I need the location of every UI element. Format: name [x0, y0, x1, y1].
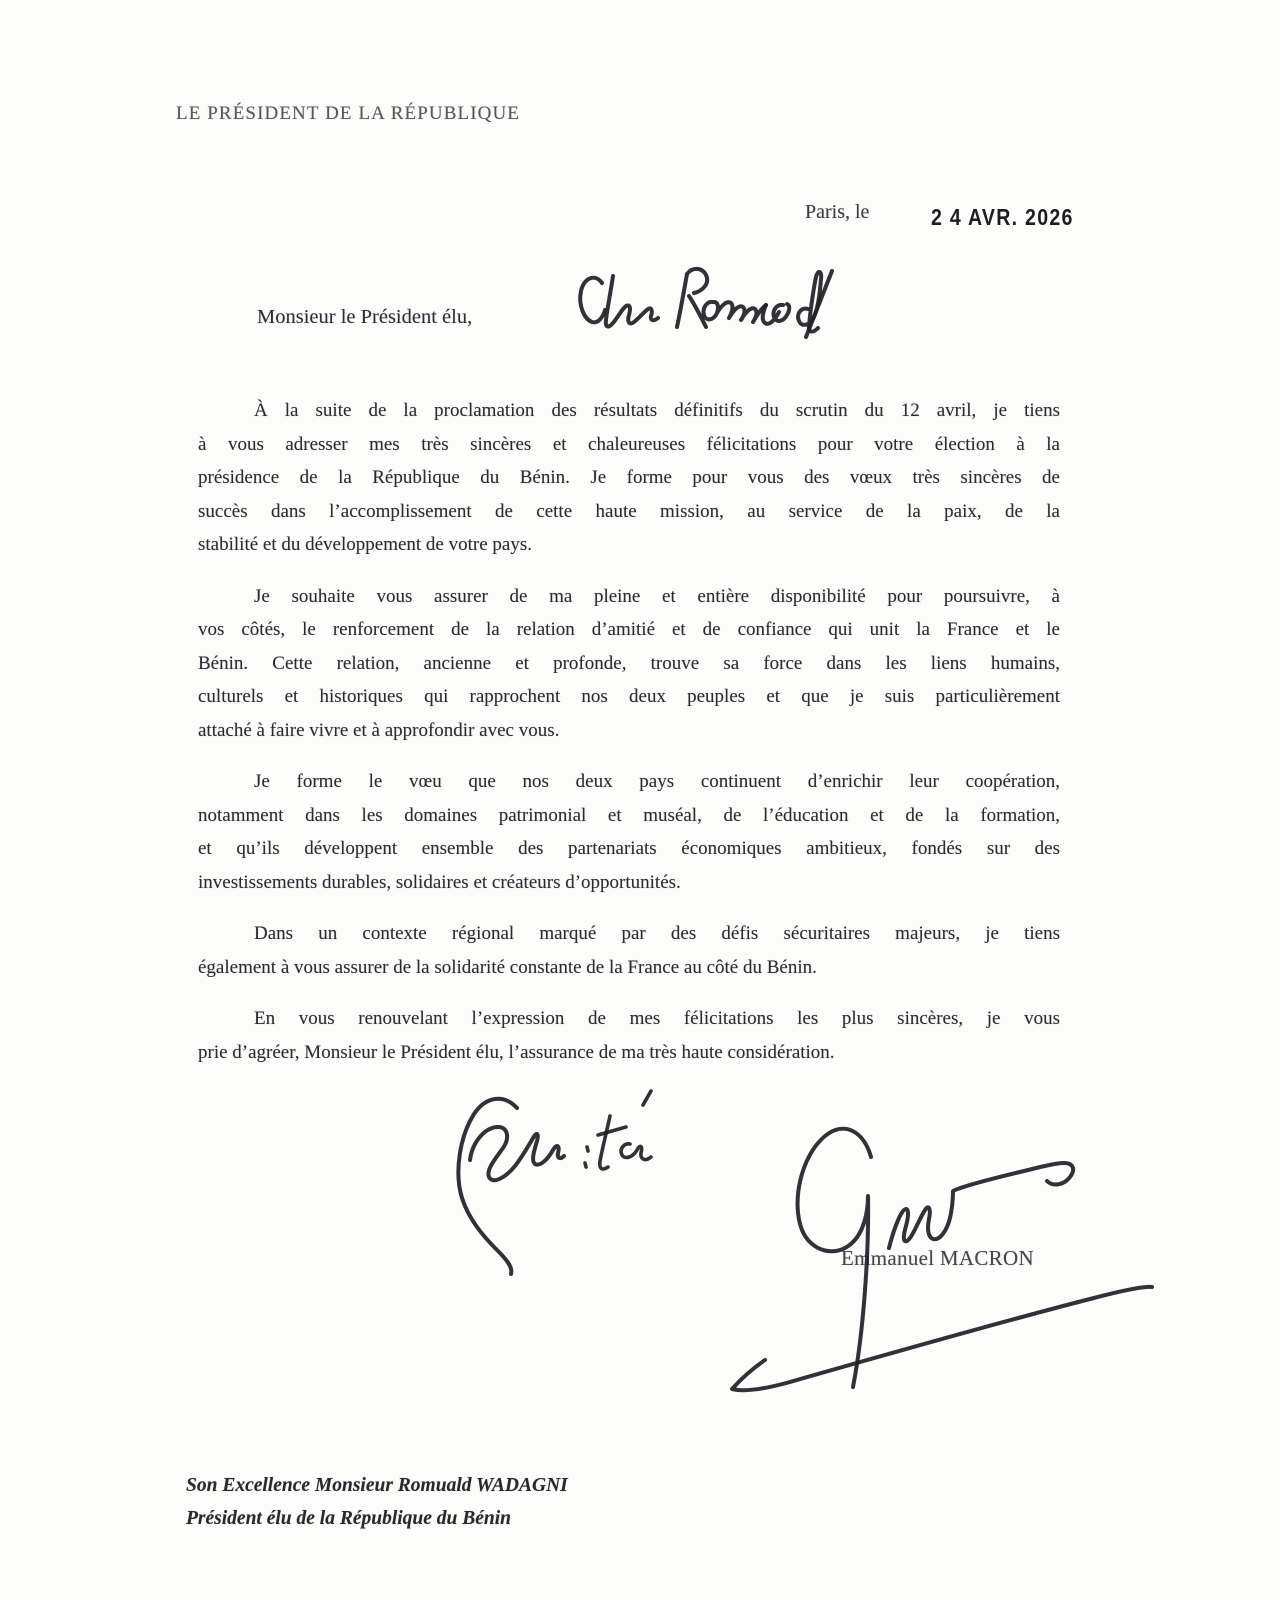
sender-letterhead: LE PRÉSIDENT DE LA RÉPUBLIQUE: [176, 103, 520, 124]
date-stamp: 2 4 AVR. 2026: [931, 204, 1074, 230]
body-line: culturels et historiques qui rapprochent nos deux peuples et que je suis particulièrement: [198, 686, 1060, 707]
body-line: prie d’agréer, Monsieur le Président élu, l’assurance de ma très haute considération.: [198, 1041, 835, 1063]
body-line: Dans un contexte régional marqué par des défis sécuritaires majeurs, je tiens: [254, 923, 1060, 944]
paragraph: [198, 580, 1060, 748]
body-line: attaché à faire vivre et à approfondir avec vous.: [198, 719, 560, 741]
addressee-name: Son Excellence Monsieur Romuald WADAGNI: [186, 1475, 568, 1496]
salutation: Monsieur le Président élu,: [257, 306, 473, 328]
body-line: Je forme le vœu que nos deux pays continuent d’enrichir leur coopération,: [254, 771, 1060, 792]
body-line: Je souhaite vous assurer de ma pleine et entière disponibilité pour poursuivre, à: [254, 585, 1060, 607]
body-line: également à vous assurer de la solidarité constante de la France au côté du Bénin.: [198, 956, 817, 978]
handwritten-closing-ink: [458, 1091, 651, 1274]
body-line: vos côtés, le renforcement de la relation d’amitié et de confiance qui unit la France et le: [198, 619, 1060, 640]
paragraph: [198, 917, 1060, 984]
signer-name: Emmanuel MACRON: [841, 1246, 1034, 1270]
body-line: notamment dans les domaines patrimonial et muséal, de l’éducation et de la formation,: [198, 804, 1060, 826]
paragraph: [198, 1002, 1060, 1069]
body-line: à vous adresser mes très sincères et chaleureuses félicitations pour votre élection à la: [198, 433, 1060, 455]
body-line: et qu’ils développent ensemble des partenariats économiques ambitieux, fondés sur des: [198, 838, 1060, 859]
addressee-title: Président élu de la République du Bénin: [186, 1508, 512, 1529]
dateline-place: Paris, le: [805, 201, 870, 223]
paragraph: [198, 394, 1060, 562]
body-line: succès dans l’accomplissement de cette haute mission, au service de la paix, de la: [198, 500, 1060, 522]
body-line: présidence de la République du Bénin. Je forme pour vous des vœux très sincères de: [198, 467, 1060, 488]
body-line: En vous renouvelant l’expression de mes félicitations les plus sincères, je vous: [254, 1008, 1060, 1029]
addressee-block: [186, 1469, 568, 1535]
body-line: stabilité et du développement de votre pays.: [198, 534, 532, 555]
body-line: investissements durables, solidaires et créateurs d’opportunités.: [198, 871, 681, 893]
handwritten-salutation-ink: [580, 269, 832, 337]
letter-body: [198, 394, 1060, 1087]
body-line: Bénin. Cette relation, ancienne et profonde, trouve sa force dans les liens humains,: [198, 652, 1060, 674]
body-line: À la suite de la proclamation des résultats définitifs du scrutin du 12 avril, je tiens: [254, 400, 1060, 421]
paragraph: [198, 765, 1060, 899]
